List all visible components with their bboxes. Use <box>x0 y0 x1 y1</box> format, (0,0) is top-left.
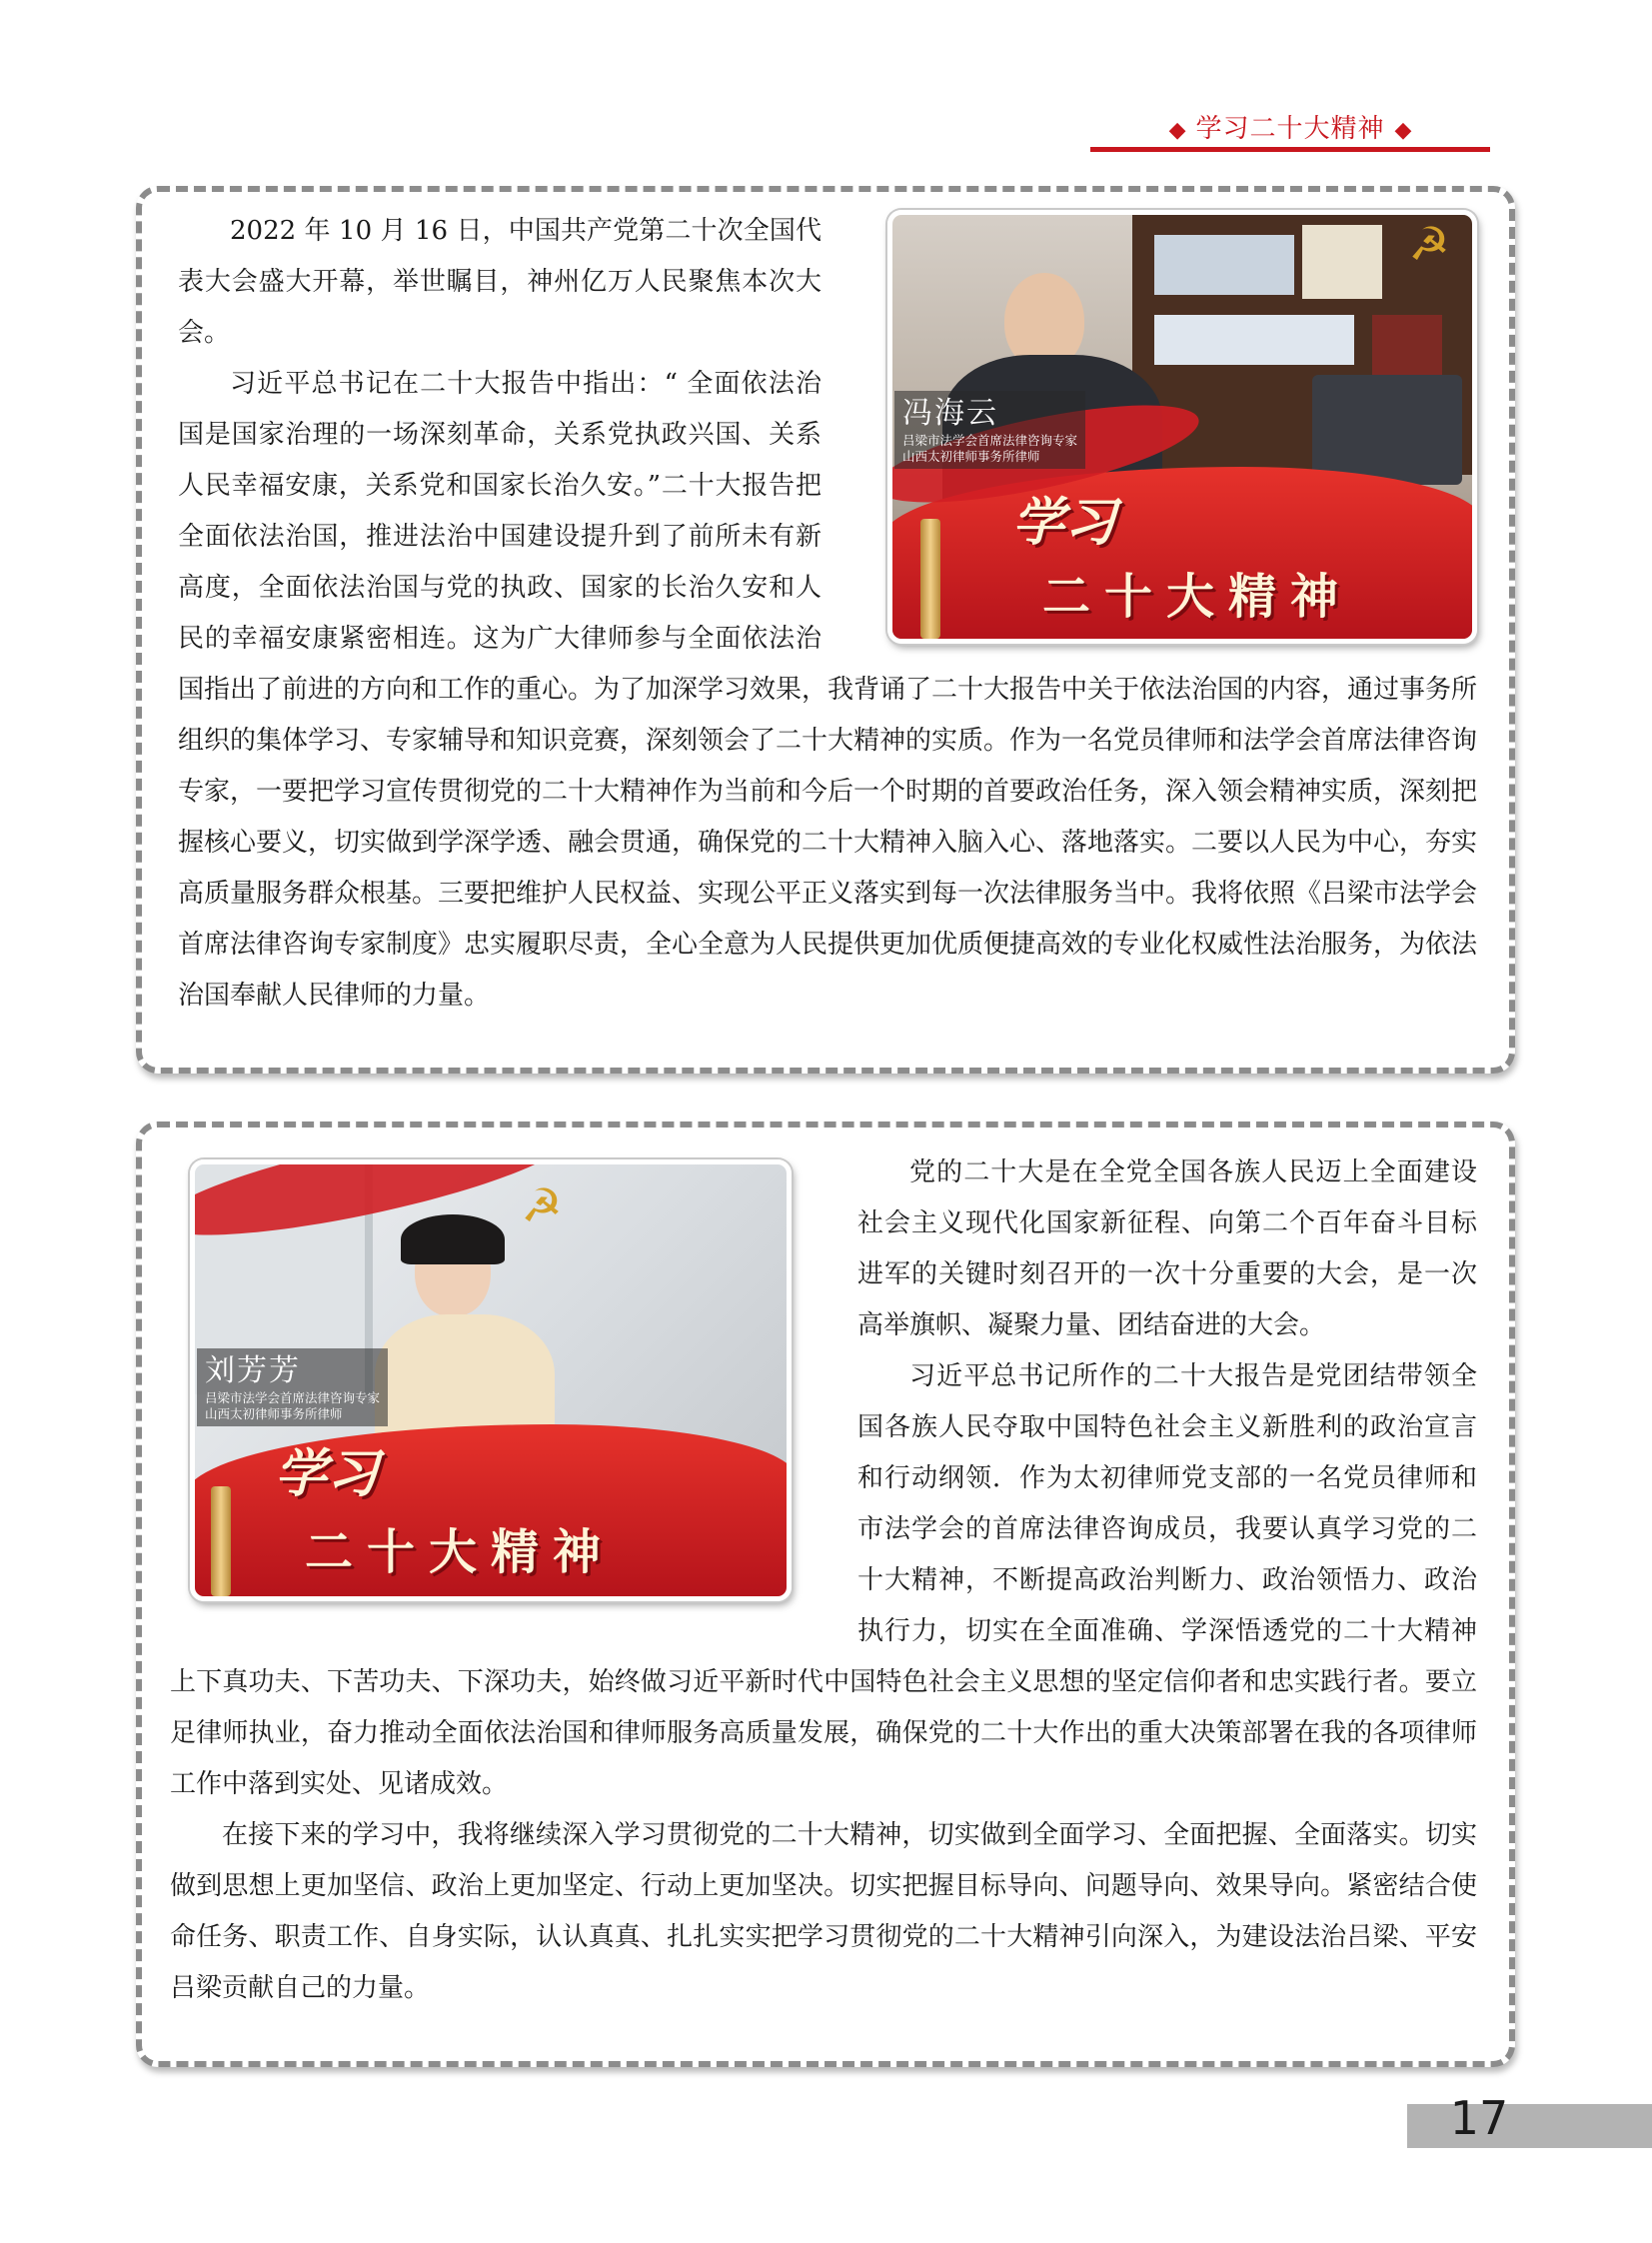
page-number-bar <box>1407 2104 1652 2148</box>
article-body-2 <box>170 1147 1477 2014</box>
party-emblem-icon: ☭ <box>1408 217 1450 271</box>
shelf-books <box>1302 225 1382 299</box>
paragraph: 党的二十大是在全党全国各族人民迈上全面建设社会主义现代化国家新征程、向第二个百年奋斗目标进军的关键时刻召开的一次十分重要的大会，是一次高举旗帜、凝聚力量、团结奋进的大会。 <box>857 1157 1477 1340</box>
banner-title-line1: 学习 <box>275 1444 380 1504</box>
diamond-icon: ◆ <box>1168 118 1186 143</box>
header-title: 学习二十大精神 <box>1195 114 1385 144</box>
caption-title: 吕梁市法学会首席法律咨询专家 <box>902 433 1078 448</box>
caption-firm: 山西太初律师事务所律师 <box>902 449 1040 464</box>
paragraph: 习近平总书记在二十大报告中指出：“ 全面依法治国是国家治理的一场深刻革命，关系党执政兴国、关系人民幸福安康，关系党和国家长治久安。”二十大报告把全面依法治国，推进法治中国建设提升到了前所未有新高度，全面依法治国与党的执政、国家的长治久安和人民的幸福安康紧密相连。这为广大律师参与全面依法治国指出了前进的方向和工作的重心。为了加深学习效果，我背诵了二十大报告中关于依法治国的内容，通过事务所组织的集体学习、专家辅导和知识竞赛，深刻领会了二十大精神的实质。作为一名党员律师和法学会首席法律咨询专家，一要把学习宣传贯彻党的二十大精神作为当前和今后一个时期的首要政治任务，深入领会精神实质，深刻把握核心要义，切实做到学深学透、融会贯通，确保党的二十大精神入脑入心、落地落实。二要以人民为中心，夯实高质量服务群众根基。三要把维护人民权益、实现公平正义落实到每一次法律服务当中。我将依照《吕梁市法学会首席法律咨询专家制度》忠实履职尽责，全心全意为人民提供更加优质便捷高效的专业化权威性法治服务，为依法治国奉献人民律师的力量。 <box>178 369 1478 1011</box>
huabiao-pillar <box>211 1486 231 1596</box>
banner-title-line2: 二十大精神 <box>305 1524 616 1580</box>
page-number: 17 <box>1449 2091 1509 2145</box>
article-body-1 <box>178 206 1477 1022</box>
shelf-books <box>1154 315 1354 365</box>
paragraph: 在接下来的学习中，我将继续深入学习贯彻党的二十大精神，切实做到全面学习、全面把握、全面落实。切实做到思想上更加坚信、政治上更加坚定、行动上更加坚决。切实把握目标导向、问题导向、效果导向。紧密结合使命任务、职责工作、自身实际，认认真真、扎扎实实把学习贯彻党的二十大精神引向深入，为建设法治吕梁、平安吕梁贡献自己的力量。 <box>170 1820 1477 2003</box>
banner-title-line2: 二十大精神 <box>1042 569 1353 625</box>
banner-title-line1: 学习 <box>1012 493 1117 553</box>
running-header <box>1090 108 1490 152</box>
article-card-1 <box>136 186 1515 1074</box>
shelf-books <box>1154 235 1294 295</box>
laptop <box>1312 375 1462 485</box>
header-rule <box>1090 147 1490 152</box>
huabiao-pillar <box>920 519 940 639</box>
photo-caption <box>197 1348 388 1426</box>
lawyer-photo-feng <box>887 210 1477 644</box>
caption-name: 冯海云 <box>902 396 998 431</box>
caption-firm: 山西太初律师事务所律师 <box>205 1406 343 1421</box>
party-emblem-icon: ☭ <box>521 1178 563 1232</box>
lawyer-photo-liu <box>190 1159 792 1601</box>
caption-title: 吕梁市法学会首席法律咨询专家 <box>205 1390 381 1405</box>
caption-name: 刘芳芳 <box>205 1353 301 1388</box>
diamond-icon: ◆ <box>1394 118 1412 143</box>
paragraph: 习近平总书记所作的二十大报告是党团结带领全国各族人民夺取中国特色社会主义新胜利的政治宣言和行动纲领．作为太初律师党支部的一名党员律师和市法学会的首席法律咨询成员，我要认真学习党的二十大精神，不断提高政治判断力、政治领悟力、政治执行力，切实在全面准确、学深悟透党的二十大精神上下真功夫、下苦功夫、下深功夫，始终做习近平新时代中国特色社会主义思想的坚定信仰者和忠实践行者。要立足律师执业，奋力推动全面依法治国和律师服务高质量发展，确保党的二十大作出的重大决策部署在我的各项律师工作中落到实处、见诸成效。 <box>170 1361 1477 1799</box>
paragraph: 2022 年 10 月 16 日，中国共产党第二十次全国代表大会盛大开幕，举世瞩目，神州亿万人民聚焦本次大会。 <box>178 216 822 348</box>
person-hair <box>401 1214 505 1264</box>
article-card-2 <box>136 1122 1515 2067</box>
photo-caption <box>894 391 1085 469</box>
